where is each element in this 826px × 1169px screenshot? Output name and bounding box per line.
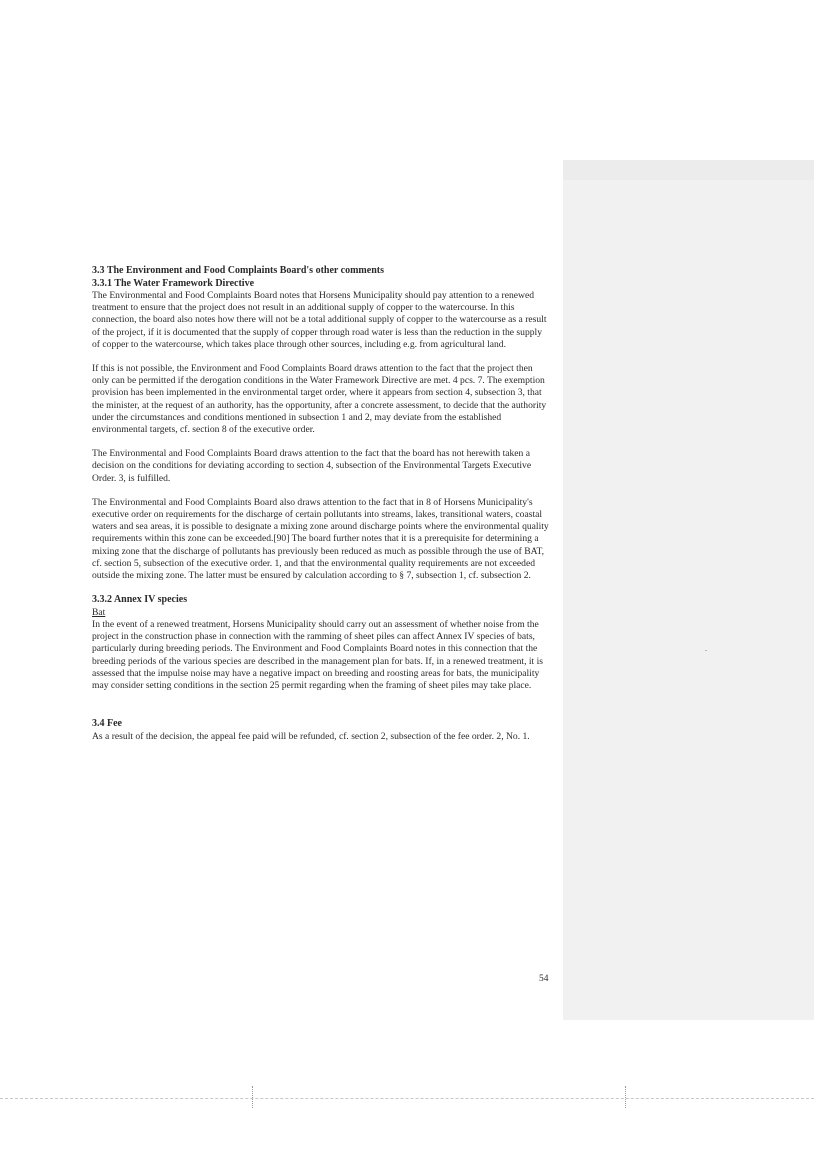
document-body xyxy=(92,265,552,743)
scan-artifact xyxy=(705,650,707,651)
paragraph: In the event of a renewed treatment, Horsens Municipality should carry out an assessment of whether noise from the project in the construction phase in connection with the ramming of sheet piles can affect Annex IV species of bats, particularly during breeding periods. The Environment and Food Complaints Board notes in this connection that the breeding periods of the various species are described in the management plan for bats. If, in a renewed treatment, it is assessed that the impulse noise may have a negative impact on breeding and roosting areas for bats, the municipality may consider setting conditions in the section 25 permit regarding when the framing of sheet piles may take place. xyxy=(92,618,544,691)
section-heading: 3.3 The Environment and Food Complaints Board's other comments xyxy=(92,265,384,276)
paragraph: The Environmental and Food Complaints Board draws attention to the fact that the board has not herewith taken a decision on the conditions for deviating according to section 4, subsection of the Environmental Targets Executive Order. 3, is fulfilled. xyxy=(92,448,532,484)
scan-shadow-block xyxy=(563,160,814,1020)
section-heading: 3.4 Fee xyxy=(92,718,122,730)
paragraph: The Environmental and Food Complaints Board notes that Horsens Municipality should pay attention to a renewed treatment to ensure that the project does not result in an additional supply of copper to the watercourse. In this connection, the board also notes how there will not be a total additional supply of copper to the watercourse as a result of the project, if it is documented that the supply of copper through road water is less than the reduction in the supply of copper to the watercourse, which takes place through other sources, including e.g. from agricultural land. xyxy=(92,290,547,350)
scan-fold-line xyxy=(0,1098,814,1099)
scan-shadow-top xyxy=(563,160,814,180)
page-number: 54 xyxy=(539,974,549,984)
paragraph: As a result of the decision, the appeal fee paid will be refunded, cf. section 2, subsection of the fee order. 2, No. 1. xyxy=(92,730,530,742)
paragraph: The Environmental and Food Complaints Board also draws attention to the fact that in 8 of Horsens Municipality's executive order on requirements for the discharge of certain pollutants into streams, lakes, transitional waters, coastal waters and sea areas, it is possible to designate a mixing zone around discharge points where the environmental quality requirements within this zone can be exceeded.[90] The board further notes that it is a prerequisite for determining a mixing zone that the discharge of pollutants has previously been reduced as much as possible through the use of BAT, cf. section 5, subsection of the executive order. 1, and that the environmental quality requirements are not exceeded outside the mixing zone. The latter must be ensured by calculation according to § 7, subsection 1, cf. subsection 2. xyxy=(92,496,549,582)
paragraph: If this is not possible, the Environment and Food Complaints Board draws attention to the fact that the project then only can be permitted if the derogation conditions in the Water Framework Directive are met. 4 pcs. 7. The exemption provision has been implemented in the environmental target order, where it appears from section 4, subsection 3, that the minister, at the request of an authority, has the opportunity, after a concrete assessment, to decide that the authority under the circumstances and conditions mentioned in subsection 1 and 2, may deviate from the established environmental targets, cf. section 8 of the executive order. xyxy=(92,363,547,436)
bat-subheading: Bat xyxy=(92,606,106,618)
scan-mark xyxy=(625,1086,628,1108)
scan-mark xyxy=(252,1086,255,1108)
subsection-heading: 3.3.1 The Water Framework Directive xyxy=(92,277,255,289)
subsection-heading: 3.3.2 Annex IV species xyxy=(92,594,188,606)
